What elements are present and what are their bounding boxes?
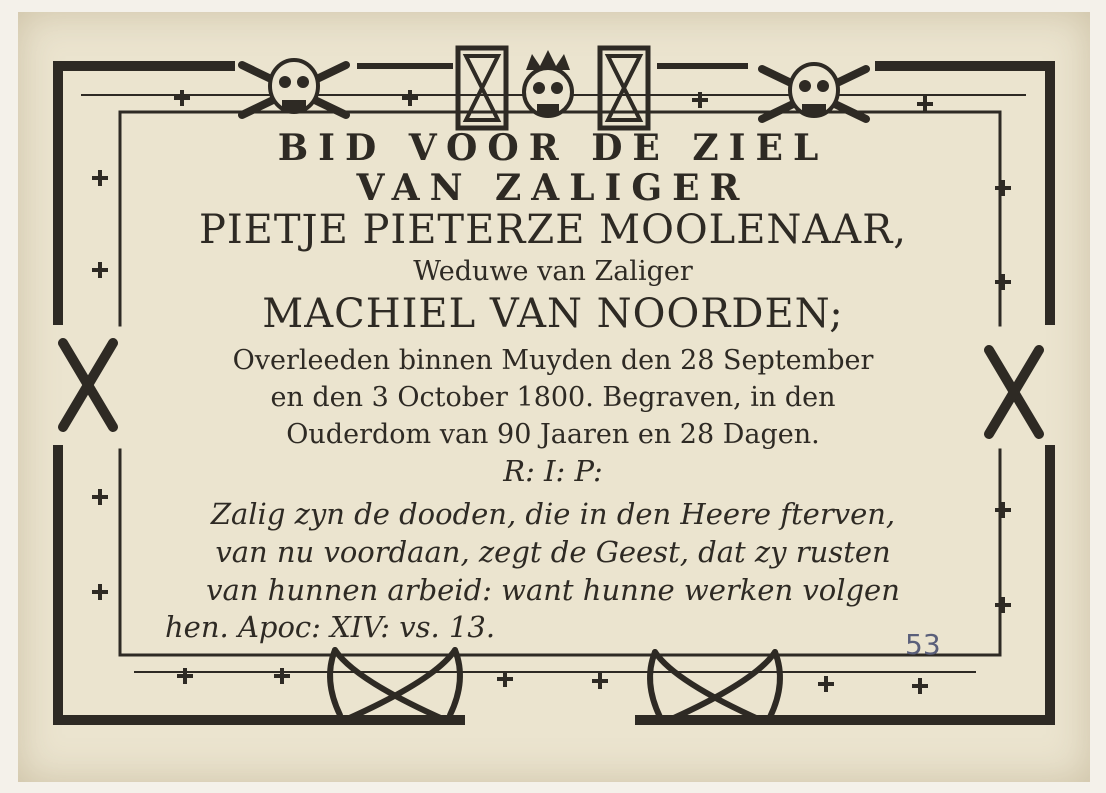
catalog-number: 53 xyxy=(905,628,941,661)
death-line-1: Overleeden binnen Muyden den 28 September xyxy=(232,345,874,376)
verse-line-2: van nu voordaan, zegt de Geest, dat zy rusten xyxy=(215,535,891,569)
husband-name: MACHIEL VAN NOORDEN; xyxy=(262,291,844,337)
hourglass-icon xyxy=(600,48,648,128)
crossed-scythes-icon xyxy=(330,650,460,720)
heading-line-1: BID VOOR DE ZIEL xyxy=(277,127,829,169)
skull-crossbones-icon xyxy=(762,64,866,119)
widow-of-line: Weduwe van Zaliger xyxy=(413,256,693,287)
crossed-scythes-icon xyxy=(650,652,780,722)
deceased-name: PIETJE PIETERZE MOOLENAAR, xyxy=(198,207,908,253)
death-line-2: en den 3 October 1800. Begraven, in den xyxy=(270,382,836,413)
verse-line-1: Zalig zyn de dooden, die in den Heere fterven, xyxy=(210,497,896,531)
hourglass-icon xyxy=(458,48,506,128)
death-line-3: Ouderdom van 90 Jaaren en 28 Dagen. xyxy=(286,419,820,450)
verse-line-3: van hunnen arbeid: want hunne werken volgen xyxy=(206,573,900,607)
heading-line-2: VAN ZALIGER xyxy=(356,167,750,209)
skull-crossbones-icon xyxy=(242,60,346,115)
crowned-skull-icon xyxy=(524,50,572,116)
rip-line: R: I: P: xyxy=(503,454,603,488)
verse-line-4: hen. Apoc: XIV: vs. 13. xyxy=(165,610,496,644)
